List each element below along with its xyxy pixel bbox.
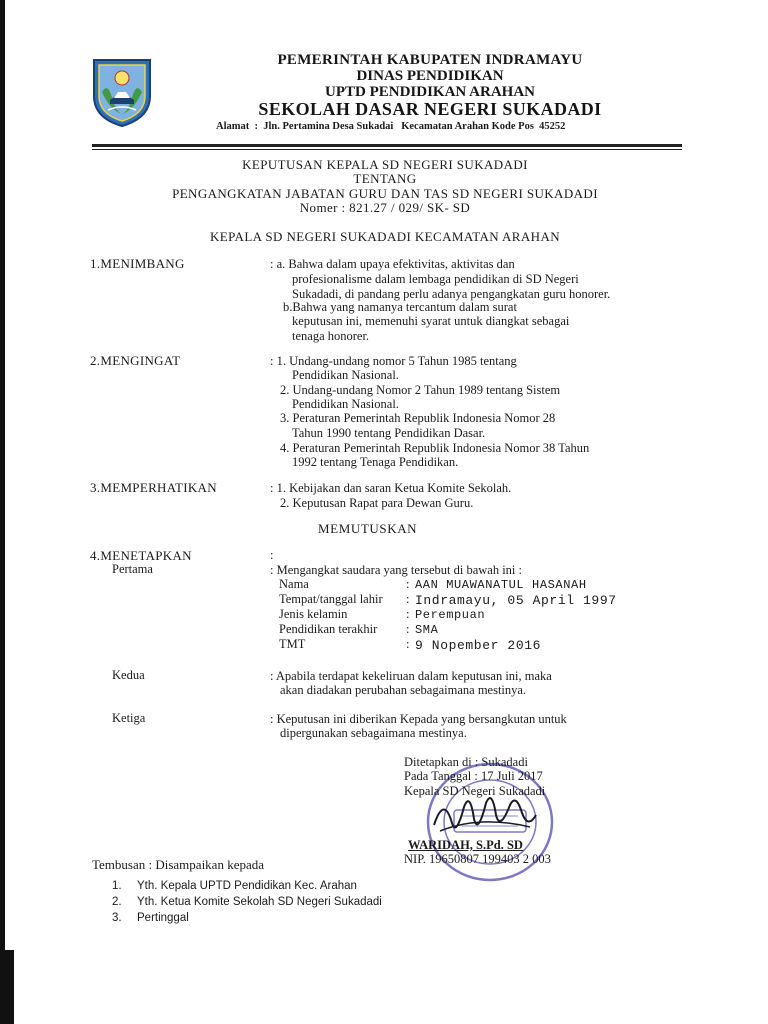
- field-key: Nama: [279, 577, 309, 591]
- tembusan-num: 1.: [112, 880, 122, 892]
- section-label-memperhatikan: 3.MEMPERHATIKAN: [90, 480, 217, 495]
- ketiga-line: dipergunakan sebagaimana mestinya.: [280, 726, 467, 740]
- letterhead-department: DINAS PENDIDIKAN: [356, 68, 504, 84]
- decree-subject: PENGANGKATAN JABATAN GURU DAN TAS SD NEGERI SUKADADI: [172, 186, 598, 201]
- mengingat-line: Tahun 1990 tentang Pendidikan Dasar.: [292, 426, 486, 440]
- tembusan-item: Pertinggal: [137, 912, 189, 924]
- pertama-intro: : Mengangkat saudara yang tersebut di bawah ini :: [270, 563, 523, 577]
- field-key: Jenis kelamin: [279, 607, 348, 621]
- tembusan-item: Yth. Ketua Komite Sekolah SD Negeri Sukadadi: [137, 896, 382, 908]
- memperhatikan-line: : 1. Kebijakan dan saran Ketua Komite Sekolah.: [270, 481, 512, 495]
- tembusan-num: 2.: [112, 896, 122, 908]
- field-sep: :: [406, 622, 410, 636]
- decree-title: KEPUTUSAN KEPALA SD NEGERI SUKADADI: [242, 157, 528, 172]
- field-sep: :: [406, 637, 410, 651]
- field-value-birth: Indramayu, 05 April 1997: [415, 593, 617, 608]
- letterhead-rule-thick: [92, 144, 682, 147]
- signatory-name: WARIDAH, S.Pd. SD: [408, 838, 523, 852]
- mengingat-line: Pendidikan Nasional.: [292, 397, 399, 411]
- field-key: TMT: [279, 637, 306, 651]
- tembusan-num: 3.: [112, 912, 122, 924]
- signature-position: Kepala SD Negeri Sukadadi: [404, 784, 546, 798]
- mengingat-line: Pendidikan Nasional.: [292, 368, 399, 382]
- memperhatikan-line: 2. Keputusan Rapat para Dewan Guru.: [280, 496, 474, 510]
- menimbang-line: tenaga honorer.: [292, 329, 370, 343]
- menetapkan-colon: :: [270, 548, 274, 562]
- decree-issuer: KEPALA SD NEGERI SUKADADI KECAMATAN ARAHAN: [209, 229, 561, 244]
- mengingat-line: 4. Peraturan Pemerintah Republik Indonesia Nomor 38 Tahun: [280, 441, 590, 455]
- decree-about: TENTANG: [353, 171, 417, 186]
- ketiga-line: : Keputusan ini diberikan Kepada yang bersangkutan untuk: [270, 712, 567, 726]
- field-sep: :: [406, 607, 410, 621]
- menimbang-line: : a. Bahwa dalam upaya efektivitas, aktivitas dan: [270, 257, 515, 271]
- menimbang-line: Sukadadi, di pandang perlu adanya pengangkatan guru honorer.: [292, 287, 611, 301]
- mengingat-line: 3. Peraturan Pemerintah Republik Indonesia Nomor 28: [280, 411, 556, 425]
- decree-number: Nomer : 821.27 / 029/ SK- SD: [299, 200, 471, 215]
- kedua-line: : Apabila terdapat kekeliruan dalam keputusan ini, maka: [270, 669, 552, 683]
- mengingat-line: : 1. Undang-undang nomor 5 Tahun 1985 tentang: [270, 354, 517, 368]
- field-value-education: SMA: [415, 623, 439, 637]
- menimbang-line: keputusan ini, memenuhi syarat untuk diangkat sebagai: [292, 314, 570, 328]
- field-value-name: AAN MUAWANATUL HASANAH: [415, 578, 587, 592]
- mengingat-line: 2. Undang-undang Nomor 2 Tahun 1989 tentang Sistem: [280, 383, 561, 397]
- memutuskan-heading: MEMUTUSKAN: [318, 521, 418, 536]
- section-label-menetapkan: 4.MENETAPKAN: [90, 548, 192, 563]
- signatory-nip: NIP. 19650807 199403 2 003: [404, 852, 551, 866]
- menimbang-line: b.Bahwa yang namanya tercantum dalam surat: [283, 300, 517, 314]
- letterhead-school: SEKOLAH DASAR NEGERI SUKADADI: [258, 99, 602, 119]
- field-key: Tempat/tanggal lahir: [279, 592, 383, 606]
- letterhead-address: Alamat : Jln. Pertamina Desa Sukadai Kecamatan Arahan Kode Pos 45252: [216, 121, 566, 132]
- signature-date: Pada Tanggal : 17 Juli 2017: [404, 769, 543, 783]
- scan-edge-bottom-left: [0, 950, 14, 1024]
- field-value-gender: Perempuan: [415, 608, 486, 622]
- signature-place: Ditetapkan di : Sukadadi: [404, 755, 528, 769]
- mengingat-line: 1992 tentang Tenaga Pendidikan.: [292, 455, 459, 469]
- scan-edge-left: [0, 0, 5, 1024]
- section-label-menimbang: 1.MENIMBANG: [90, 256, 185, 271]
- field-value-tmt: 9 Nopember 2016: [415, 638, 542, 653]
- tembusan-title: Tembusan : Disampaikan kepada: [92, 857, 265, 872]
- letterhead-rule-thin: [92, 149, 682, 150]
- letterhead-government: PEMERINTAH KABUPATEN INDRAMAYU: [277, 52, 583, 68]
- kedua-line: akan diadakan perubahan sebagaimana mestinya.: [280, 683, 527, 697]
- letterhead-unit: UPTD PENDIDIKAN ARAHAN: [324, 84, 535, 100]
- label-pertama: Pertama: [112, 562, 153, 576]
- regency-emblem-icon: [88, 56, 156, 128]
- field-sep: :: [406, 592, 410, 606]
- label-kedua: Kedua: [112, 668, 145, 682]
- section-label-mengingat: 2.MENGINGAT: [90, 353, 181, 368]
- field-sep: :: [406, 577, 410, 591]
- menimbang-line: profesionalisme dalam lembaga pendidikan di SD Negeri: [292, 272, 579, 286]
- field-key: Pendidikan terakhir: [279, 622, 378, 636]
- tembusan-item: Yth. Kepala UPTD Pendidikan Kec. Arahan: [137, 880, 357, 892]
- label-ketiga: Ketiga: [112, 711, 146, 725]
